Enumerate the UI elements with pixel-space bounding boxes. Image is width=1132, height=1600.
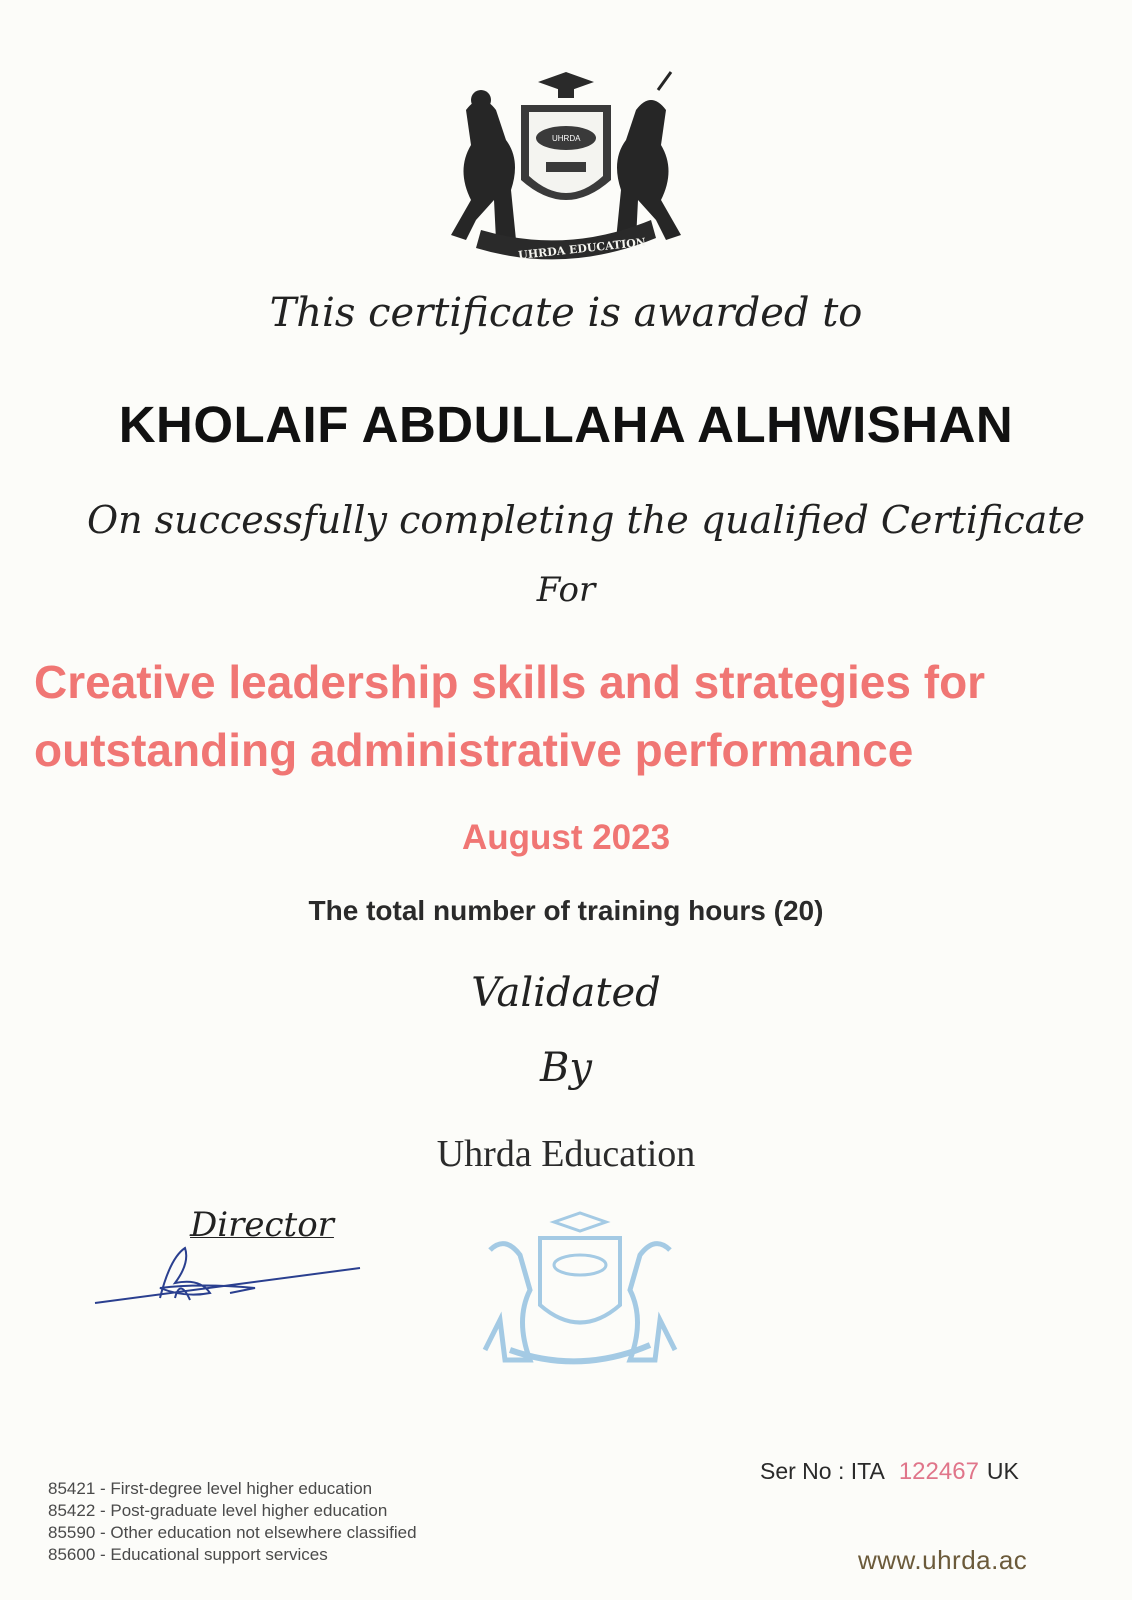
classification-codes	[48, 1478, 417, 1566]
certificate-date: August 2023	[461, 818, 671, 857]
classification-code-item: 85421 - First-degree level higher education	[48, 1479, 373, 1498]
recipient-name: KHOLAIF ABDULLAHA ALHWISHAN	[118, 396, 1014, 453]
director-signature	[90, 1238, 370, 1318]
classification-code-item: 85422 - Post-graduate level higher education	[48, 1501, 388, 1520]
svg-text:UHRDA: UHRDA	[552, 134, 581, 143]
classification-code-item: 85590 - Other education not elsewhere classified	[48, 1523, 417, 1542]
for-label: For	[536, 570, 596, 610]
completion-statement: On successfully completing the qualified Certificate	[86, 498, 1086, 542]
uhrda-seal-stamp	[470, 1210, 690, 1380]
website-url: www.uhrda.ac	[858, 1545, 1028, 1575]
by-label: By	[540, 1045, 592, 1091]
serial-value: 122467	[898, 1458, 979, 1485]
uhrda-crest-logo	[426, 70, 706, 270]
serial-number	[760, 1458, 1019, 1486]
course-title-line-2: outstanding administrative performance	[34, 724, 914, 776]
classification-code-item: 85600 - Educational support services	[48, 1545, 328, 1564]
awarded-to-heading: This certificate is awarded to	[269, 290, 863, 336]
validating-organization: Uhrda Education	[436, 1133, 696, 1175]
svg-text:UHRDA EDUCATION: UHRDA EDUCATION	[517, 235, 647, 262]
serial-prefix: Ser No : ITA	[760, 1458, 885, 1484]
course-title-line-1: Creative leadership skills and strategies for	[34, 656, 986, 708]
director-title: Director	[190, 1205, 334, 1245]
training-hours: The total number of training hours (20)	[308, 895, 824, 926]
validated-label: Validated	[471, 970, 661, 1016]
serial-suffix: UK	[986, 1458, 1019, 1484]
course-title	[34, 648, 1124, 784]
